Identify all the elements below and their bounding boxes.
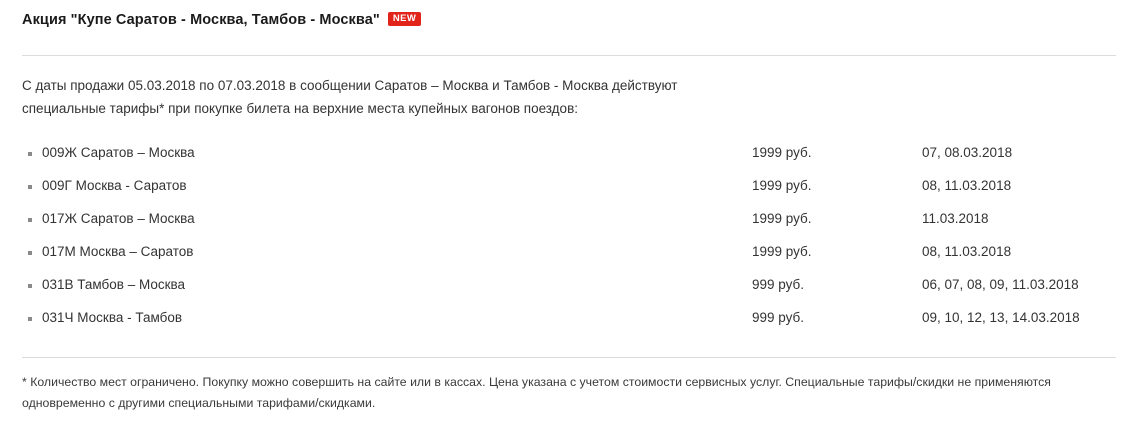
train-cell (22, 244, 752, 277)
train-cell (22, 178, 752, 211)
price-cell: 999 руб. (752, 277, 805, 292)
train-label: 017Ж Саратов – Москва (42, 211, 195, 226)
bullet-icon (28, 218, 32, 222)
table-row (22, 178, 1116, 211)
train-cell (22, 277, 752, 310)
train-label: 031Ч Москва - Тамбов (42, 310, 183, 325)
train-label: 031В Тамбов – Москва (42, 277, 186, 292)
train-cell (22, 310, 752, 343)
dates-cell: 07, 08.03.2018 (922, 145, 1013, 160)
divider-bottom (22, 357, 1116, 358)
table-row (22, 244, 1116, 277)
dates-cell: 08, 11.03.2018 (922, 178, 1012, 193)
promo-trains-table (22, 145, 1116, 343)
price-cell: 1999 руб. (752, 211, 812, 226)
bullet-icon (28, 251, 32, 255)
price-cell: 1999 руб. (752, 145, 812, 160)
train-label: 017М Москва – Саратов (42, 244, 194, 259)
table-row (22, 310, 1116, 343)
dates-cell: 11.03.2018 (922, 211, 989, 226)
dates-cell: 08, 11.03.2018 (922, 244, 1012, 259)
train-label: 009Г Москва - Саратов (42, 178, 187, 193)
table-row (22, 277, 1116, 310)
table-row (22, 145, 1116, 178)
bullet-icon (28, 152, 32, 156)
dates-cell: 06, 07, 08, 09, 11.03.2018 (922, 277, 1079, 292)
page-title: Акция "Купе Саратов - Москва, Тамбов - Москва" (22, 12, 380, 28)
promo-header (22, 12, 421, 28)
train-label: 009Ж Саратов – Москва (42, 145, 195, 160)
bullet-icon (28, 317, 32, 321)
intro-paragraph: С даты продажи 05.03.2018 по 07.03.2018 в сообщении Саратов – Москва и Тамбов - Москва действуют специальные тарифы* при покупке билета на верхние места купейных вагонов поездов: (22, 78, 678, 116)
price-cell: 1999 руб. (752, 244, 812, 259)
bullet-icon (28, 284, 32, 288)
train-cell (22, 211, 752, 244)
train-cell (22, 145, 752, 178)
table-row (22, 211, 1116, 244)
footnote-text: * Количество мест ограничено. Покупку можно совершить на сайте или в кассах. Цена указана с учетом стоимости сервисных услуг. Специальные тарифы/скидки не применяются одновременно с другими специальными тарифами/скидками. (22, 375, 1051, 410)
bullet-icon (28, 185, 32, 189)
dates-cell: 09, 10, 12, 13, 14.03.2018 (922, 310, 1080, 325)
price-cell: 1999 руб. (752, 178, 812, 193)
divider-top (22, 55, 1116, 56)
price-cell: 999 руб. (752, 310, 805, 325)
status-badge: NEW (388, 12, 421, 26)
